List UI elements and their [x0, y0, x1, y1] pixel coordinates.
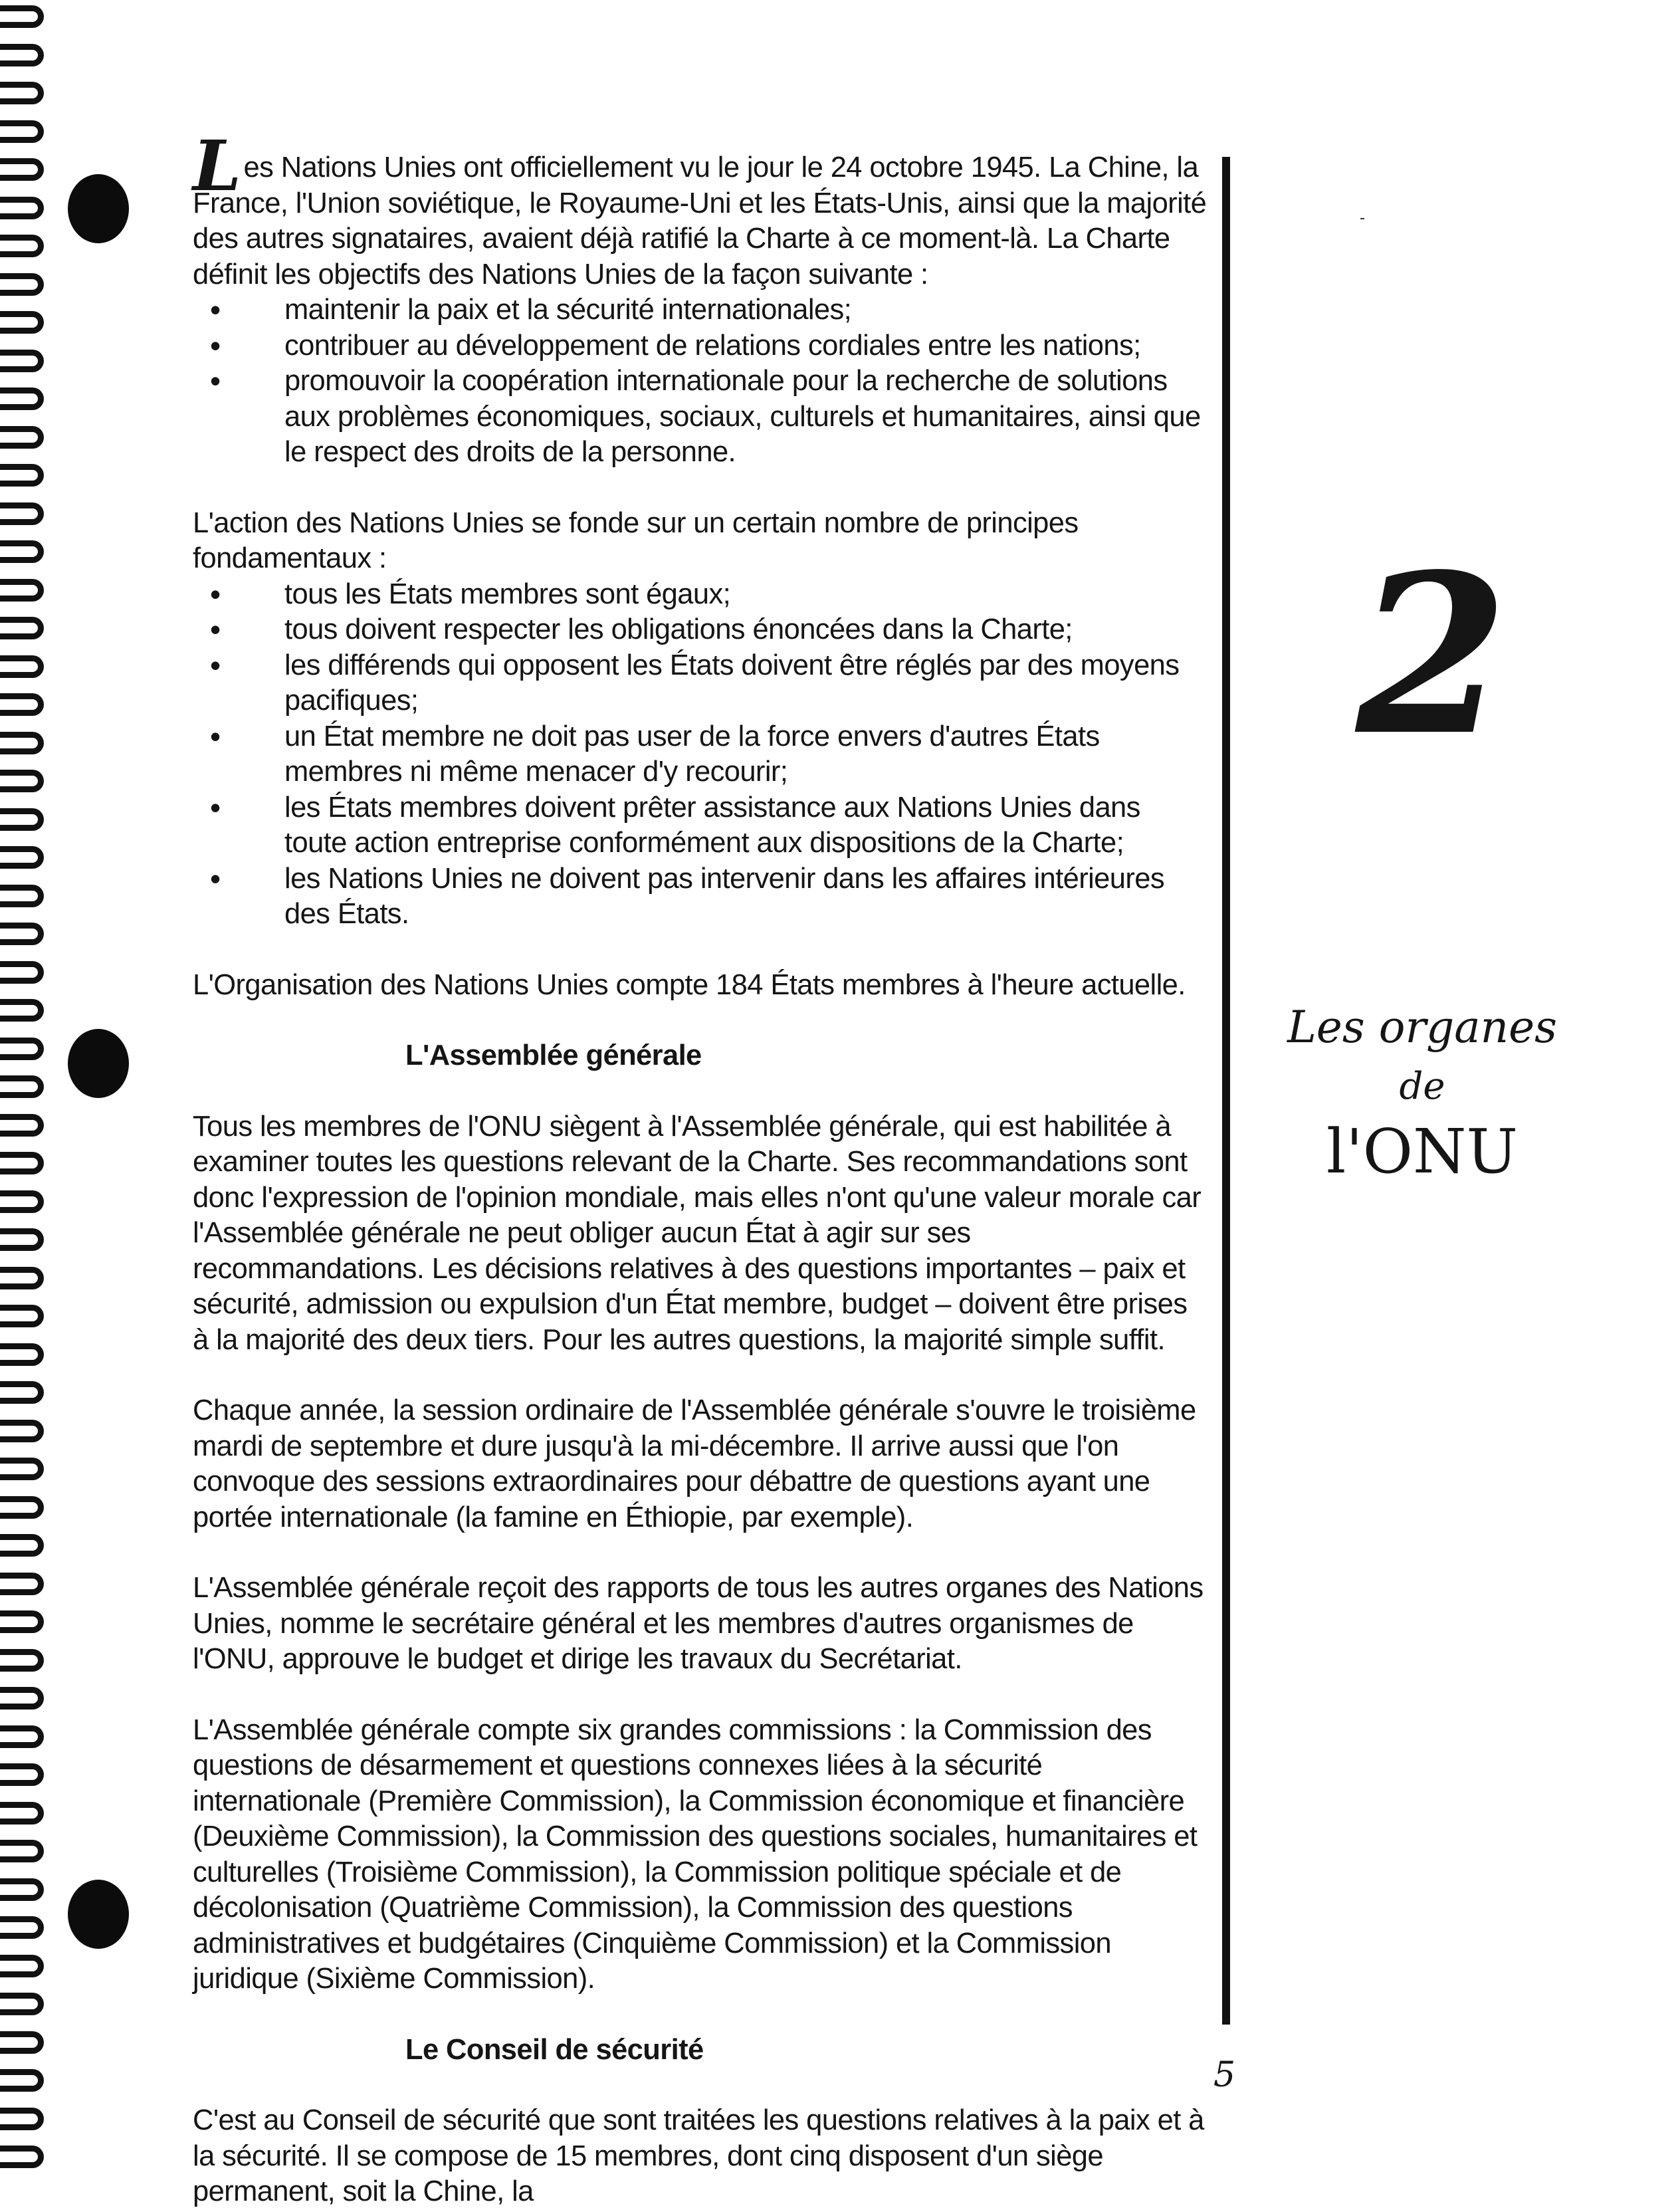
spiral-binding [0, 0, 66, 2174]
binding-coil [0, 1534, 44, 1557]
binding-coil [0, 158, 44, 181]
section-heading-assembly: L'Assemblée générale [405, 1040, 702, 1071]
binding-coil [0, 426, 44, 449]
assembly-paragraph: Chaque année, la session ordinaire de l'Assemblée générale s'ouvre le troisième mardi de septembre et dure jusqu'à la mi-décembre. Il arrive aussi que l'on convoque des sessions extraordinaires pour débattre de questions ayant une portée internationale (la famine en Éthiopie, par exemple). [193, 1394, 1196, 1533]
binding-coil [0, 1573, 44, 1595]
list-item: • tous doivent respecter les obligations énoncées dans la Charte; [193, 612, 1209, 648]
binding-coil [0, 311, 44, 334]
assembly-paragraph: L'Assemblée générale reçoit des rapports de tous les autres organes des Nations Unies, nomme le secrétaire général et les membres d'autres organismes de l'ONU, approuve le budget et dirige les travaux du Secrétariat. [193, 1572, 1204, 1675]
binding-coil [0, 1916, 44, 1939]
margin-mark [1360, 218, 1364, 219]
binding-coil [0, 82, 44, 104]
binding-coil [0, 999, 44, 1022]
drop-cap: L [193, 125, 241, 207]
binding-coil [0, 44, 44, 66]
principles-lead: L'action des Nations Unies se fonde sur un certain nombre de principes fondamentaux : [193, 506, 1079, 574]
binding-coil [0, 1458, 44, 1480]
list-item: • les Nations Unies ne doivent pas intervenir dans les affaires intérieures des États. [193, 861, 1209, 933]
assembly-paragraph: L'Assemblée générale compte six grandes commissions : la Commission des questions de désarmement et questions connexes liées à la sécurité internationale (Première Commission), la Commission économique et financière (Deuxième Commission), la Commission des questions sociales, humanitaires et culturelles (Troisième Commission), la Commission politique spéciale et de décolonisation (Quatrième Commission), la Commission des questions administratives et budgétaires (Cinquième Commission) et la Commission juridique (Sixième Commission). [193, 1713, 1198, 1995]
binding-coil [0, 961, 44, 984]
binding-coil [0, 197, 44, 219]
intro-paragraph: Les Nations Unies ont officiellement vu le jour le 24 octobre 1945. La Chine, la France, l'Union soviétique, le Royaume-Uni et les États-Unis, ainsi que la majorité des autres signataires, avaient déjà ratifié la Charte à ce moment-là. La Charte définit les objectifs des Nations Unies de la façon suivante : [193, 125, 1207, 290]
binding-coil [0, 1763, 44, 1786]
objectives-list [193, 292, 1209, 471]
chapter-number: 2 [1356, 526, 1509, 784]
binding-coil [0, 923, 44, 945]
binding-coil [0, 846, 44, 869]
binding-coil [0, 235, 44, 257]
binding-coil [0, 770, 44, 792]
binding-coil [0, 1305, 44, 1327]
binding-coil [0, 1267, 44, 1289]
binding-coil [0, 1038, 44, 1060]
binding-coil [0, 1496, 44, 1519]
binding-coil [0, 5, 44, 28]
binding-coil [0, 1114, 44, 1137]
binding-coil [0, 1343, 44, 1366]
binding-coil [0, 1381, 44, 1404]
binding-coil [0, 387, 44, 410]
principles-list [193, 577, 1209, 933]
list-item: • les États membres doivent prêter assistance aux Nations Unies dans toute action entreprise conformément aux dispositions de la Charte; [193, 790, 1209, 861]
binder-hole [68, 1880, 129, 1949]
binding-coil [0, 1190, 44, 1213]
binding-coil [0, 693, 44, 716]
binding-coil [0, 1993, 44, 2015]
assembly-paragraph: Tous les membres de l'ONU siègent à l'Assemblée générale, qui est habilitée à examiner toutes les questions relevant de la Charte. Ses recommandations sont donc l'expression de l'opinion mondiale, mais elles n'ont qu'une valeur morale car l'Assemblée générale ne peut obliger aucun État à agir sur ses recommandations. Les décisions relatives à des questions importantes – paix et sécurité, admission ou expulsion d'un État membre, budget – doivent être prises à la majorité des deux tiers. Pour les autres questions, la majorité simple suffit. [193, 1110, 1202, 1356]
binding-coil [0, 1152, 44, 1174]
binding-coil [0, 1840, 44, 1862]
chapter-title [1276, 997, 1568, 1188]
binding-coil [0, 2031, 44, 2054]
binding-coil [0, 655, 44, 678]
binding-coil [0, 732, 44, 754]
binding-coil [0, 1228, 44, 1251]
binding-coil [0, 885, 44, 907]
list-item: • tous les États membres sont égaux; [193, 577, 1209, 613]
binding-coil [0, 1075, 44, 1098]
list-item: • les différends qui opposent les États doivent être réglés par des moyens pacifiques; [193, 648, 1209, 719]
vertical-rule [1222, 157, 1230, 2025]
binding-coil [0, 1649, 44, 1672]
chapter-title-line: l'ONU [1326, 1116, 1519, 1187]
page-number: 5 [1213, 2055, 1236, 2095]
binding-coil [0, 350, 44, 372]
security-council-paragraph: C'est au Conseil de sécurité que sont traitées les questions relatives à la paix et à la sécurité. Il se compose de 15 membres, dont cinq disposent d'un siège permanent, soit la Chine, la [193, 2104, 1204, 2207]
chapter-title-line: Les organes [1287, 1002, 1558, 1053]
binding-coil [0, 1610, 44, 1633]
chapter-title-line: de [1399, 1065, 1445, 1108]
binding-coil [0, 2146, 44, 2168]
binding-coil [0, 2069, 44, 2092]
list-item: • promouvoir la coopération internationale pour la recherche de solutions aux problèmes économiques, sociaux, culturels et humanitaires, ainsi que le respect des droits de la personne. [193, 364, 1209, 471]
binding-coil [0, 502, 44, 525]
list-item: • un État membre ne doit pas user de la force envers d'autres États membres ni même menacer d'y recourir; [193, 719, 1209, 790]
binder-hole [68, 1029, 129, 1098]
main-text-column [193, 125, 1209, 2210]
list-item: • maintenir la paix et la sécurité internationales; [193, 292, 1209, 328]
list-item: • contribuer au développement de relations cordiales entre les nations; [193, 328, 1209, 364]
binding-coil [0, 1420, 44, 1442]
binding-coil [0, 1955, 44, 1977]
binding-coil [0, 1802, 44, 1824]
binding-coil [0, 464, 44, 487]
binding-coil [0, 120, 44, 143]
binding-coil [0, 2108, 44, 2130]
binding-coil [0, 617, 44, 639]
binding-coil [0, 1687, 44, 1710]
binding-coil [0, 540, 44, 563]
binding-coil [0, 808, 44, 831]
binding-coil [0, 1878, 44, 1901]
section-heading-security-council: Le Conseil de sécurité [405, 2033, 704, 2066]
binding-coil [0, 273, 44, 296]
members-count: L'Organisation des Nations Unies compte 184 États membres à l'heure actuelle. [193, 968, 1186, 1001]
binding-coil [0, 1725, 44, 1748]
binding-coil [0, 579, 44, 602]
binder-hole [68, 174, 129, 243]
